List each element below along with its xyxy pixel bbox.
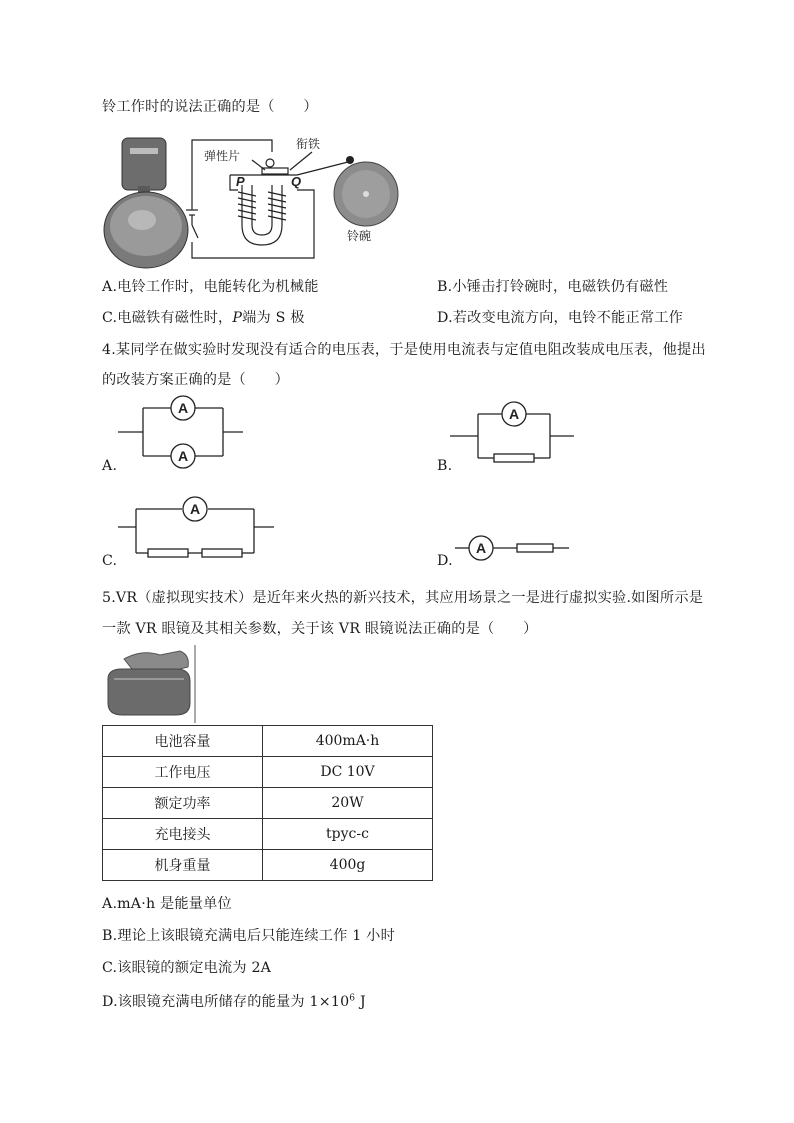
q4-circuit-d — [455, 533, 575, 563]
param-value: 400mA·h — [263, 726, 433, 757]
q4-option-c-label: C. — [102, 553, 118, 569]
vr-glasses-figure — [102, 645, 202, 723]
q5-option-d: D.该眼镜充满电所储存的能量为 $1\times 10^6$ J — [102, 993, 366, 1010]
bell-photo — [104, 138, 188, 268]
ammeter-symbol: A — [177, 448, 189, 464]
q4-option-a-label: A. — [102, 458, 118, 474]
table-row — [103, 788, 433, 819]
q5-stem-line2: 一款 VR 眼镜及其相关参数，关于该 VR 眼镜说法正确的是（ ） — [102, 621, 538, 637]
q3-option-a: A.电铃工作时，电能转化为机械能 — [102, 279, 319, 295]
q3-option-d: D.若改变电流方向，电铃不能正常工作 — [437, 310, 683, 326]
param-key: 充电接头 — [103, 819, 263, 850]
q4-option-b-label: B. — [437, 458, 453, 474]
table-row — [103, 850, 433, 881]
q4-option-d-label: D. — [437, 553, 453, 569]
param-key: 电池容量 — [103, 726, 263, 757]
q5-option-b: B.理论上该眼镜充满电后只能连续工作 1 小时 — [102, 928, 395, 944]
armature-label: 衔铁 — [296, 137, 321, 151]
q4-stem-line2: 的改装方案正确的是（ ） — [102, 372, 290, 388]
q5-option-a: A.mA·h 是能量单位 — [102, 896, 232, 912]
q3-stem-tail: 铃工作时的说法正确的是（ ） — [102, 99, 318, 115]
ammeter-symbol: A — [475, 540, 487, 556]
q5-option-c: C.该眼镜的额定电流为 2A — [102, 960, 272, 976]
vr-parameter-table — [102, 725, 433, 881]
ammeter-symbol: A — [189, 501, 201, 517]
param-value: 400g — [263, 850, 433, 881]
q4-circuit-c — [118, 495, 278, 565]
spring-label: 弹性片 — [204, 149, 241, 163]
bowl-label: 铃碗 — [347, 229, 372, 243]
table-row — [103, 726, 433, 757]
electric-bell-figure — [102, 130, 402, 270]
q4-circuit-b — [450, 398, 580, 468]
ammeter-symbol: A — [177, 400, 189, 416]
param-value: 20W — [263, 788, 433, 819]
ammeter-symbol: A — [508, 406, 520, 422]
param-value: tpyc-c — [263, 819, 433, 850]
param-value: DC 10V — [263, 757, 433, 788]
table-row — [103, 757, 433, 788]
param-key: 工作电压 — [103, 757, 263, 788]
table-row — [103, 819, 433, 850]
q3-option-c: C.电磁铁有磁性时，P端为 S 极 — [102, 310, 305, 326]
pole-p-label: P — [236, 174, 245, 189]
pole-q-label: Q — [291, 174, 302, 189]
q4-circuit-a — [118, 394, 248, 474]
param-key: 机身重量 — [103, 850, 263, 881]
param-key: 额定功率 — [103, 788, 263, 819]
q4-stem-line1: 4.某同学在做实验时发现没有适合的电压表，于是使用电流表与定值电阻改装成电压表，他提出 — [102, 342, 706, 358]
q3-option-b: B.小锤击打铃碗时，电磁铁仍有磁性 — [437, 279, 669, 295]
q5-stem-line1: 5.VR（虚拟现实技术）是近年来火热的新兴技术，其应用场景之一是进行虚拟实验.如图所示是 — [102, 590, 704, 606]
